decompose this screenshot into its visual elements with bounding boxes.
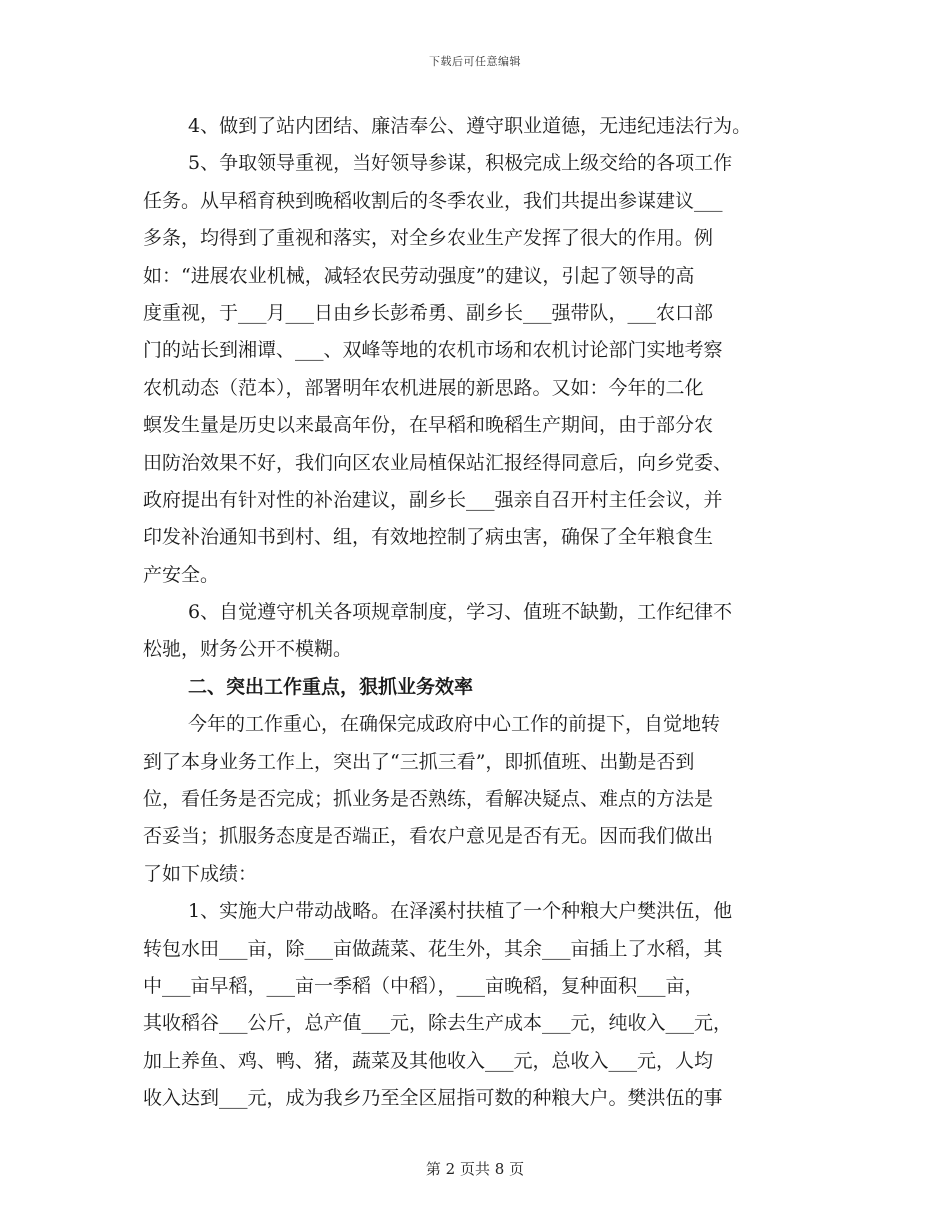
paragraph-line: 度重视，于___月___日由乡长彭希勇、副乡长___强带队，___农口部 (143, 301, 714, 324)
paragraph-line: 了如下成绩： (143, 862, 258, 885)
paragraph-line: 产安全。 (143, 563, 220, 586)
paragraph-line: 1、实施大户带动战略。在泽溪村扶植了一个种粮大户樊洪伍，他 (188, 900, 733, 923)
paragraph-line: 中___亩早稻，___亩一季稻（中稻），___亩晚稻，复种面积___亩， (143, 974, 704, 997)
paragraph-line: 今年的工作重心，在确保完成政府中心工作的前提下，自觉地转 (188, 713, 721, 736)
paragraph-line: 否妥当；抓服务态度是否端正，看农户意见是否有无。因而我们做出 (143, 825, 714, 848)
paragraph-line: 门的站长到湘谭、___、双峰等地的农机市场和农机讨论部门实地考察 (143, 339, 723, 362)
paragraph-line: 4、做到了站内团结、廉洁奉公、遵守职业道德，无违纪违法行为。 (188, 115, 752, 137)
paragraph-line: 收入达到___元，成为我乡乃至全区屈指可数的种粮大户。樊洪伍的事 (143, 1087, 723, 1110)
page-header: 下载后可任意编辑 (429, 55, 521, 68)
paragraph-line: 印发补治通知书到村、组，有效地控制了病虫害，确保了全年粮食生 (143, 526, 714, 549)
paragraph-line: 转包水田___亩，除___亩做蔬菜、花生外，其余___亩插上了水稻，其 (143, 937, 723, 960)
paragraph-line: 如：“进展农业机械，减轻农民劳动强度”的建议，引起了领导的高 (143, 264, 695, 287)
paragraph-line: 农机动态（范本），部署明年农机进展的新思路。又如：今年的二化 (143, 376, 704, 399)
paragraph-line: 松驰，财务公开不模糊。 (143, 638, 353, 661)
paragraph-line: 其收稻谷___公斤，总产值___元，除去生产成本___元，纯收入___元， (143, 1012, 733, 1035)
paragraph-line: 政府提出有针对性的补治建议，副乡长___强亲自召开村主任会议，并 (143, 488, 723, 511)
document-body (143, 108, 823, 1118)
page-number-footer: 第 2 页共 8 页 (425, 1160, 525, 1178)
section-heading: 二、突出工作重点，狠抓业务效率 (188, 675, 474, 698)
paragraph-line: 5、争取领导重视，当好领导参谋，积极完成上级交给的各项工作 (188, 152, 733, 175)
paragraph-line: 位，看任务是否完成；抓业务是否熟练，看解决疑点、难点的方法是 (143, 788, 714, 811)
paragraph-line: 6、自觉遵守机关各项规章制度，学习、值班不缺勤，工作纪律不 (188, 601, 733, 624)
paragraph-line: 任务。从早稻育秧到晚稻收割后的冬季农业，我们共提出参谋建议___ (143, 189, 723, 212)
paragraph-line: 田防治效果不好，我们向区农业局植保站汇报经得同意后，向乡党委、 (143, 451, 733, 474)
paragraph-line: 到了本身业务工作上，突出了“三抓三看”，即抓值班、出勤是否到 (143, 750, 695, 773)
paragraph-line: 多条，均得到了重视和落实，对全乡农业生产发挥了很大的作用。例 (143, 227, 714, 250)
paragraph-line: 加上养鱼、鸡、鸭、猪，蔬菜及其他收入___元，总收入___元，人均 (143, 1049, 714, 1072)
paragraph-line: 螟发生量是历史以来最高年份，在早稻和晚稻生产期间，由于部分农 (143, 414, 714, 437)
